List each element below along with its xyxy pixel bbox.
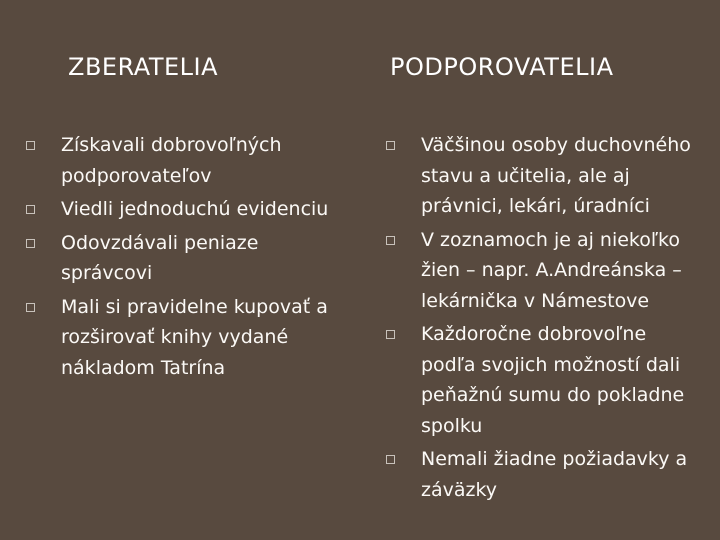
list-item-text: Každoročne dobrovoľne podľa svojich možností dali peňažnú sumu do pokladne spolku [421,323,685,437]
square-bullet-icon [26,303,35,312]
list-item [382,130,702,222]
list-item [22,130,342,191]
square-bullet-icon [386,141,395,150]
square-bullet-icon [386,455,395,464]
square-bullet-icon [26,141,35,150]
list-item [22,292,342,384]
list-item [382,225,702,317]
list-item [22,194,342,225]
list-item-text: V zoznamoch je aj niekoľko žien – napr. A.Andreánska – lekárnička v Námestove [421,228,682,312]
list-item [22,228,342,289]
square-bullet-icon [386,236,395,245]
list-item [382,444,702,505]
square-bullet-icon [26,205,35,214]
square-bullet-icon [386,330,395,339]
list-item-text: Mali si pravidelne kupovať a rozširovať knihy vydané nákladom Tatrína [61,295,328,379]
list-item-text: Nemali žiadne požiadavky a záväzky [421,448,688,501]
left-bullet-list [22,130,342,386]
list-item-text: Väčšinou osoby duchovného stavu a učitelia, ale aj právnici, lekári, úradníci [421,134,691,217]
list-item-text: Odovzdávali peniaze správcovi [61,231,259,284]
list-item-text: Získavali dobrovoľných podporovateľov [61,134,282,187]
right-column-heading: PODPOROVATELIA [390,53,614,81]
list-item-text: Viedli jednoduchú evidenciu [61,198,329,220]
square-bullet-icon [26,239,35,248]
right-bullet-list [382,130,702,508]
left-column-heading: ZBERATELIA [68,53,219,81]
list-item [382,319,702,441]
